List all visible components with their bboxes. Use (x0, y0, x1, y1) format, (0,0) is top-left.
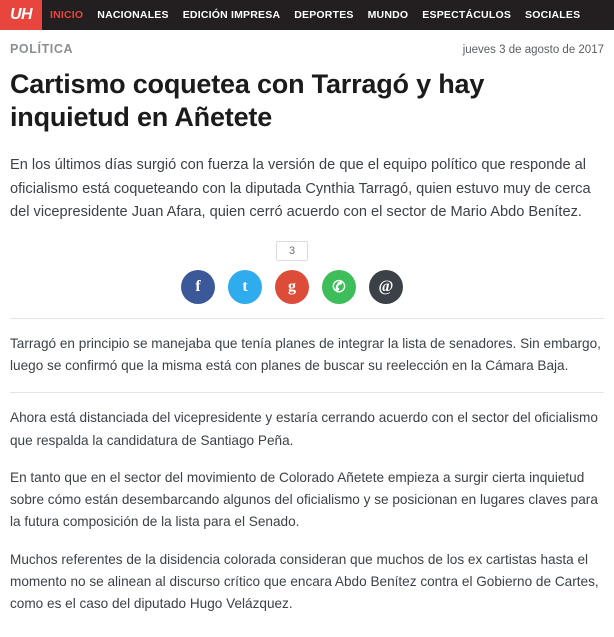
article-lead-paragraph: En los últimos días surgió con fuerza la versión de que el equipo político que responde al oficialismo está coqueteando con la diputada Cynthia Tarragó, quien estuvo muy de cerca del vicepresidente Juan Afara, quien cerró acuerdo con el sector de Mario Abdo Benítez. (10, 156, 591, 221)
nav-item-edicion-impresa[interactable]: EDICIÓN IMPRESA (182, 9, 281, 21)
nav-item-inicio[interactable]: INICIO (50, 9, 84, 21)
article-date: jueves 3 de agosto de 2017 (462, 44, 604, 56)
article-paragraph-2: Ahora está distanciada del vicepresidente y estaría cerrando acuerdo con el sector del oficialismo que respalda la candidatura de Santiago Peña. (10, 410, 598, 448)
article-paragraph-1: Tarragó en principio se manejaba que tenía planes de integrar la lista de senadores. Sin embargo, luego se confirmó que la misma está con planes de buscar su reelección en la Cámara Baja. (10, 335, 601, 374)
nav-item-espectaculos[interactable]: ESPECTÁCULOS (422, 9, 512, 21)
article-meta-row (0, 30, 614, 62)
nav-item-deportes[interactable]: DEPORTES (294, 9, 354, 21)
divider-middle (10, 392, 604, 393)
google-plus-share-icon[interactable]: g (275, 270, 309, 304)
article-section-label[interactable]: POLÍTICA (10, 42, 74, 56)
top-navigation-bar (0, 0, 614, 30)
whatsapp-share-icon[interactable]: ✆ (322, 270, 356, 304)
share-bar (0, 241, 614, 304)
twitter-share-icon[interactable]: t (228, 270, 262, 304)
article-body (10, 318, 604, 616)
divider-top (10, 318, 604, 319)
article-paragraph-4: Muchos referentes de la disidencia colorada consideran que muchos de los ex cartistas hasta el momento no se alinean al discurso crítico que encara Abdo Benítez contra el Gobierno de Cartes, como es el caso del diputado Hugo Velázquez. (10, 551, 599, 612)
email-share-icon[interactable]: @ (369, 270, 403, 304)
nav-item-sociales[interactable]: SOCIALES (525, 9, 581, 21)
site-logo[interactable]: UH (0, 0, 42, 30)
share-icon-row (181, 270, 403, 304)
nav-item-mundo[interactable]: MUNDO (367, 9, 409, 21)
share-count-badge: 3 (276, 241, 308, 261)
facebook-share-icon[interactable]: f (181, 270, 215, 304)
nav-items (42, 0, 614, 30)
nav-item-nacionales[interactable]: NACIONALES (97, 9, 169, 21)
article-paragraph-3: En tanto que en el sector del movimiento de Colorado Añetete empieza a surgir cierta inquietud sobre cómo están desembarcando algunos del oficialismo y se posicionan en lugares claves para la futura composición de la lista para el Senado. (10, 469, 598, 530)
article-headline: Cartismo coquetea con Tarragó y hay inquietud en Añetete (10, 69, 485, 132)
